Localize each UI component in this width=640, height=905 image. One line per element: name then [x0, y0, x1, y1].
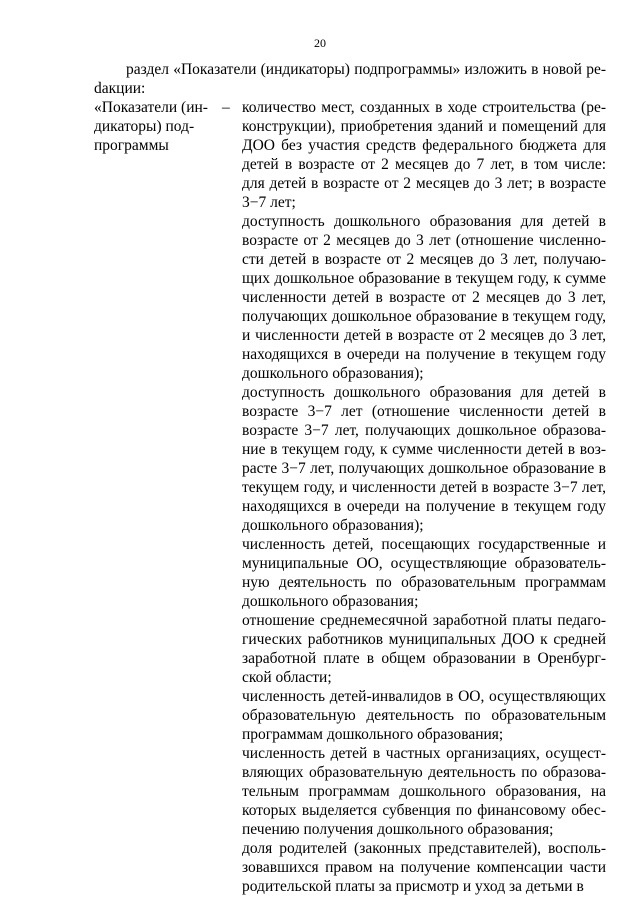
- indicator-item: количество мест, созданных в ходе строительства (реконструкции), приобретения зданий и помещений для ДОО без участия средств федерального бюджета для детей в возрасте от 2 месяцев до 7 лет, в том числе: для детей в возрасте от 2 месяцев до 3 лет; в возрасте 3−7 лет;: [242, 99, 606, 211]
- indicator-item: доля родителей (законных представителей), воспользовавшихся правом на получение компенсации части родительской платы за присмотр и уход за детьми в: [242, 840, 606, 895]
- row-dash: –: [222, 99, 230, 116]
- indicator-item: численность детей-инвалидов в ОО, осуществляющих образовательную деятельность по образовательным программам дошкольного образования;: [242, 688, 606, 743]
- indicator-item: доступность дошкольного образования для детей в возрасте от 2 месяцев до 3 лет (отношение численности детей в возрасте от 2 месяцев до 3 лет, получающих дошкольное образование в текущем году, к сумме численности детей в возрасте от 2 месяцев до 3 лет, получающих дошкольное образование в текущем году, и численности детей в возрасте от 2 месяцев до 3 лет, находящихся в очереди на получение в текущем году дошкольного образования);: [242, 213, 606, 382]
- row-label: «Показатели (индикаторы) подпрограммы: [94, 99, 208, 154]
- indicator-item: отношение среднемесячной заработной платы педагогических работников муниципальных ДОО к средней заработной плате в общем образовании в Оренбургской области;: [242, 612, 606, 686]
- indicator-list: [242, 98, 606, 896]
- indicator-item: численность детей, посещающих государственные и муниципальные ОО, осуществляющие образовательную деятельность по образовательным программам дошкольного образования;: [242, 536, 606, 610]
- page-number: 20: [314, 36, 326, 50]
- indicator-item: доступность дошкольного образования для детей в возрасте 3−7 лет (отношение численности детей в возрасте 3−7 лет, получающих дошкольное образование в текущем году, к сумме численности детей в возрасте 3−7 лет, получающих дошкольное образование в текущем году, и численности детей в возрасте 3−7 лет, находящихся в очереди на получение в текущем году дошкольного образования);: [242, 384, 606, 534]
- indicator-item: численность детей в частных организациях, осуществляющих образовательную деятельность по образовательным программам дошкольного образования, на которых выделяется субвенция по финансовому обеспечению получения дошкольного образования;: [242, 745, 606, 838]
- intro-paragraph: раздел «Показатели (индикаторы) подпрограммы» изложить в новой реdакции:: [94, 61, 606, 97]
